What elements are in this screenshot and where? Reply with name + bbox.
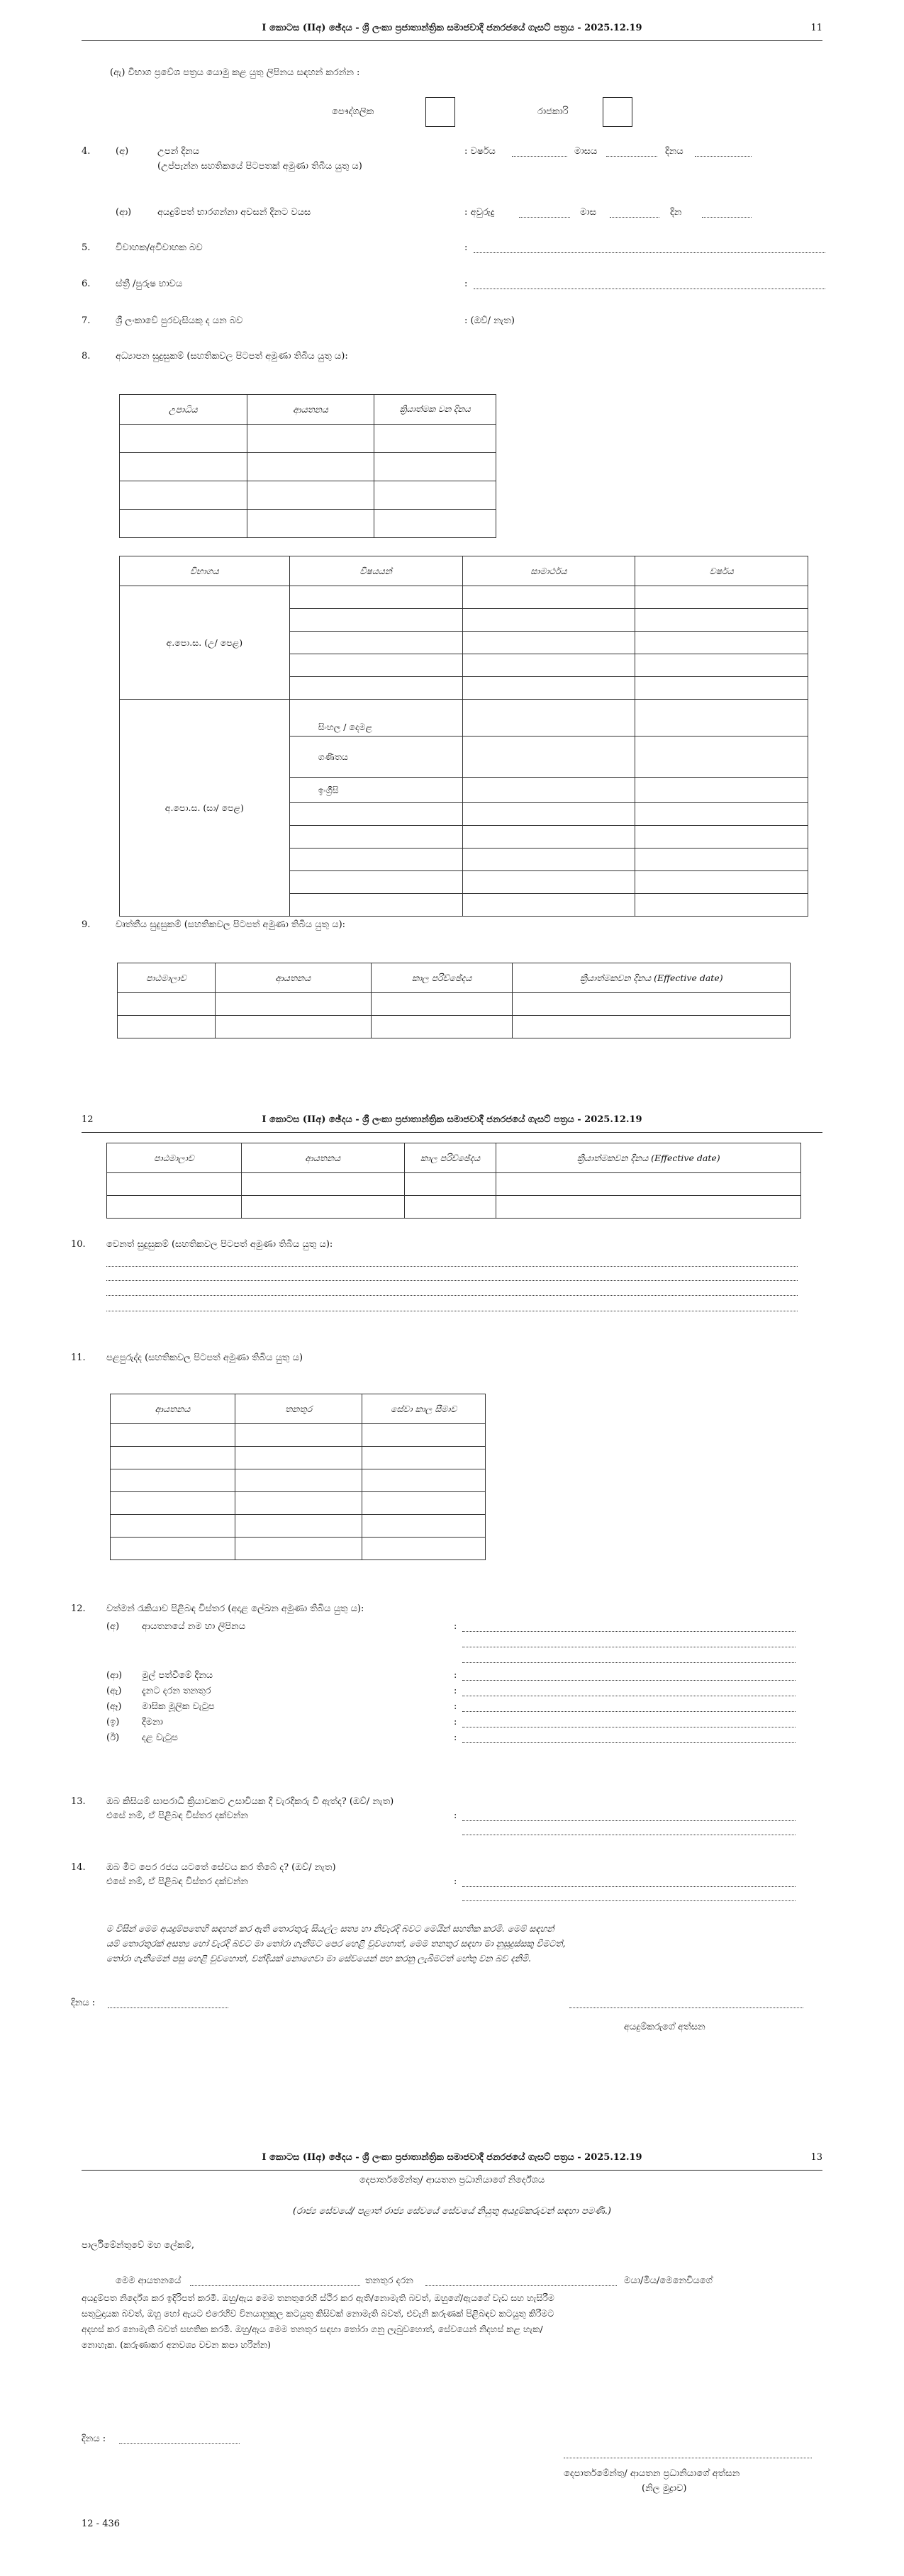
table-cell[interactable] — [462, 700, 635, 737]
q12a-field-3[interactable] — [462, 1662, 796, 1663]
table-cell[interactable] — [247, 453, 374, 481]
table-cell[interactable] — [462, 632, 635, 654]
table-cell[interactable] — [635, 778, 808, 803]
effective-date-col-header: ක්‍රියාත්මකවන දිනය (Effective date) — [496, 1143, 801, 1173]
subject-english: ඉංග්‍රීසි — [289, 778, 462, 803]
table-cell[interactable] — [635, 737, 808, 778]
page-header-title: I කොටස (IIඅ) ඡේදය - ශ්‍රී ලංකා ප්‍රජාතාන්ත්‍රික සමාජවාදී ජනරජයේ ගැසට් පත්‍රය - 2025.12.19 — [262, 23, 642, 33]
subjects-col-header: විෂයයන් — [289, 556, 462, 586]
table-cell[interactable] — [241, 1196, 404, 1219]
service-period-col-header: සේවා කාල සීමාව — [362, 1394, 486, 1424]
table-row — [120, 453, 496, 481]
q5-colon: : — [464, 242, 468, 253]
table-row — [111, 1447, 486, 1469]
declaration-line-1: ම විසින් මෙම අයදුම්පතෙහි සඳහන් කර ඇති තොරතුරු සියල්ල සත්‍ය හා නිවැරදි බවට මෙයින් සහතික කරමි. මෙම් සඳහන් — [106, 1923, 554, 1934]
effective-date-col-header: ක්‍රියාත්මකවන දිනය (Effective date) — [513, 963, 791, 993]
q4a-year-label: : වර්ෂය — [464, 146, 496, 157]
footer-code: 12 - 436 — [82, 2519, 121, 2529]
date-label: දිනය : — [71, 1998, 96, 2008]
table-row — [118, 1016, 791, 1038]
q14-details-label: එසේ නම්, ඒ පිළිබඳ විස්තර දක්වන්න — [106, 1876, 248, 1887]
q14-colon: : — [454, 1876, 457, 1887]
q13-field-1[interactable] — [462, 1820, 796, 1821]
q12f-field[interactable] — [462, 1742, 796, 1743]
table-cell[interactable] — [462, 778, 635, 803]
page-header — [82, 1111, 822, 1133]
table-cell[interactable] — [111, 1447, 235, 1469]
table-row — [111, 1515, 486, 1538]
degree-table — [119, 394, 496, 538]
q5-label: විවාහක/අවිවාහක බව — [116, 242, 203, 253]
table-cell[interactable] — [404, 1196, 496, 1219]
table-cell[interactable] — [462, 677, 635, 700]
q12-label: වත්මන් රැකියාව පිළිබඳ විස්තර (අදාළ ලේඛන අමුණා තිබිය යුතු ය): — [106, 1603, 364, 1614]
q7-label: ශ්‍රී ලංකාවේ පුරවැසියකු ද යන බව — [116, 315, 243, 326]
table-cell[interactable] — [462, 737, 635, 778]
head-signature-label: දෙපාර්තමේන්තු/ ආයතන ප්‍රධානියාගේ අත්සන — [564, 2468, 740, 2479]
gazette-page-13 — [0, 2119, 904, 2576]
q4b-label: අයදුම්පත් භාරගන්නා අවසන් දිනට වයස — [157, 207, 311, 218]
table-cell[interactable] — [374, 425, 496, 453]
table-cell[interactable] — [635, 871, 808, 894]
q10-number: 10. — [71, 1239, 86, 1250]
table-row — [120, 481, 496, 510]
q9-label: වෘත්තීය සුදුසුකම් (සහතිකවල පිටපත් අමුණා තිබිය යුතු ය): — [116, 919, 346, 930]
table-cell[interactable] — [235, 1538, 362, 1560]
al-exam-label: අ.පො.ස. (සා/ පෙළ) — [120, 700, 290, 917]
table-cell[interactable] — [362, 1447, 486, 1469]
table-row — [111, 1538, 486, 1560]
table-cell[interactable] — [635, 632, 808, 654]
table-cell[interactable] — [404, 1173, 496, 1196]
table-cell[interactable] — [462, 803, 635, 826]
degree-col-header: උපාධිය — [120, 395, 247, 425]
table-row — [111, 1424, 486, 1447]
table-cell[interactable] — [118, 1016, 216, 1038]
gazette-page-11-bottom — [0, 907, 904, 1042]
table-cell[interactable] — [289, 632, 462, 654]
recommendation-subheading: (රාජ්‍ය සේවයේ/ පළාත් රාජ්‍ය සේවයේ සේවයේ නියුතු අයදුම්කරුවන් සඳහා පමණි.) — [293, 2206, 611, 2217]
table-cell[interactable] — [635, 654, 808, 677]
course-col-header: පාඨමාලාව — [118, 963, 216, 993]
q3e-label: (ඇ) විභාග ප්‍රවේශ පත්‍රය යොමු කළ යුතු ලිපිනය සඳහන් කරන්න : — [110, 67, 360, 78]
period-col-header: කාල පරිච්ඡේදය — [404, 1143, 496, 1173]
table-cell[interactable] — [120, 453, 247, 481]
table-row — [107, 1173, 801, 1196]
date-field[interactable] — [108, 2007, 228, 2008]
pass-col-header: සාමාර්ථය — [462, 556, 635, 586]
q10-label: වෙනත් සුදුසුකම් (සහතිකවල පිටපත් අමුණා තිබිය යුතු ය): — [106, 1239, 333, 1250]
table-cell[interactable] — [247, 510, 374, 538]
institute-col-header: ආයතනය — [247, 395, 374, 425]
page-number: 12 — [82, 1114, 94, 1125]
q9-number: 9. — [82, 919, 91, 930]
body-intro-c: මයා/මිය/මෙනෙවියගේ — [624, 2275, 713, 2286]
officer-post-field[interactable] — [425, 2285, 617, 2286]
q4a-label: උපන් දිනය — [157, 146, 200, 157]
table-cell[interactable] — [241, 1173, 404, 1196]
table-row — [120, 700, 808, 737]
q4b-years-field[interactable] — [519, 217, 570, 218]
body-line-1: අයදුම්පත නිර්දේශ කර ඉදිරිපත් කරමි. ඔහු/ඇය මෙම තනතුරෙහි ස්ථිර කර ඇති/නොමැති බවත්, ඔහුගේ/ඇයගේ වැඩ සහ හැසිරීම — [82, 2292, 554, 2303]
table-cell[interactable] — [635, 677, 808, 700]
table-cell[interactable] — [235, 1447, 362, 1469]
q4b-days-field[interactable] — [702, 217, 752, 218]
applicant-signature-field[interactable] — [569, 2007, 803, 2008]
table-cell[interactable] — [374, 510, 496, 538]
q7-number: 7. — [82, 315, 91, 326]
q13-question: ඔබ කිසියම් සාපරාධී ක්‍රියාවකට උසාවියක දී වැරදිකරු වී ඇත්ද? (ඔව්/ නැත) — [106, 1796, 394, 1807]
table-cell[interactable] — [289, 849, 462, 871]
institute-col-header: ආයතනය — [111, 1394, 235, 1424]
table-cell[interactable] — [362, 1492, 486, 1515]
q4b-mark: (ආ) — [116, 207, 132, 218]
q14-question: ඔබ මීට පෙර රජය යටතේ සේවය කර තිබේ ද? (ඔව්/ නැත) — [106, 1862, 336, 1873]
q4a-month-field[interactable] — [606, 156, 657, 157]
q12b-colon: : — [454, 1670, 457, 1681]
q4a-month-label: මාසය — [574, 146, 598, 157]
q12c-mark: (ඇ) — [106, 1686, 122, 1696]
body-line-4: නොහැක. (කරුණාකර අනවශ්‍ය වචන කපා හරින්න) — [82, 2339, 271, 2350]
q14-number: 14. — [71, 1862, 86, 1873]
ol-exam-label: අ.පො.ස. (උ/ පෙළ) — [120, 586, 290, 700]
table-cell[interactable] — [513, 1016, 791, 1038]
table-cell[interactable] — [462, 849, 635, 871]
table-cell[interactable] — [289, 677, 462, 700]
table-cell[interactable] — [513, 993, 791, 1016]
q4-number: 4. — [82, 146, 91, 157]
institute-col-header: ආයතනය — [215, 963, 371, 993]
subject-maths: ගණිතය — [289, 737, 462, 778]
table-cell[interactable] — [374, 453, 496, 481]
table-cell[interactable] — [111, 1469, 235, 1492]
table-cell[interactable] — [289, 586, 462, 609]
q12d-colon: : — [454, 1701, 457, 1712]
q4a-note: (උප්පැන්න සහතිකයේ පිටපතක් අමුණා තිබිය යුතු ය) — [157, 161, 362, 172]
q11-label: පළපුරුද්ද (සහතිකවල පිටපත් අමුණා තිබිය යුතු ය) — [106, 1353, 303, 1363]
q10-line-3[interactable] — [106, 1295, 798, 1296]
q4a-mark: (අ) — [116, 146, 129, 157]
experience-table — [110, 1394, 486, 1560]
q4b-months-field[interactable] — [610, 217, 659, 218]
table-cell[interactable] — [118, 993, 216, 1016]
q6-colon: : — [464, 279, 468, 289]
table-cell[interactable] — [111, 1538, 235, 1560]
applicant-signature-label: අයදුම්කරුගේ අත්සන — [624, 2022, 705, 2032]
table-cell[interactable] — [362, 1515, 486, 1538]
table-cell[interactable] — [496, 1173, 801, 1196]
q8-label: අධ්‍යාපන සුදුසුකම් (සහතිකවල පිටපත් අමුණා තිබිය යුතු ය): — [116, 351, 348, 362]
q10-line-2[interactable] — [106, 1280, 798, 1281]
q12-number: 12. — [71, 1603, 86, 1614]
table-cell[interactable] — [462, 654, 635, 677]
q12c-colon: : — [454, 1686, 457, 1696]
q12f-colon: : — [454, 1732, 457, 1743]
page-header-title: I කොටස (IIඅ) ඡේදය - ශ්‍රී ලංකා ප්‍රජාතාන්ත්‍රික සමාජවාදී ජනරජයේ ගැසට් පත්‍රය - 2025.12.19 — [262, 1114, 642, 1125]
table-cell[interactable] — [289, 803, 462, 826]
table-cell[interactable] — [289, 609, 462, 632]
year-col-header: වර්ෂය — [635, 556, 808, 586]
body-intro-b: තනතුර දරන — [365, 2275, 413, 2286]
table-cell[interactable] — [635, 826, 808, 849]
page-number: 13 — [810, 2152, 822, 2163]
table-cell[interactable] — [120, 481, 247, 510]
q12e-label: දීමනා — [142, 1717, 163, 1727]
option-official-label: රාජකාරි — [537, 106, 569, 117]
q4a-day-label: දිනය — [665, 146, 683, 157]
table-cell[interactable] — [235, 1515, 362, 1538]
table-cell[interactable] — [362, 1469, 486, 1492]
table-cell[interactable] — [462, 826, 635, 849]
q7-value: : (ඔව්/ නැත) — [464, 315, 515, 326]
q4a-year-field[interactable] — [512, 156, 567, 157]
table-cell[interactable] — [289, 871, 462, 894]
table-cell[interactable] — [635, 803, 808, 826]
table-cell[interactable] — [235, 1469, 362, 1492]
recommendation-heading: දෙපාර්තමේන්තු/ ආයතන ප්‍රධානියාගේ නිර්දේශය — [359, 2175, 545, 2185]
table-cell[interactable] — [462, 609, 635, 632]
q12f-label: දළ වැටුප — [142, 1732, 178, 1743]
q13-colon: : — [454, 1810, 457, 1821]
private-checkbox[interactable] — [425, 97, 455, 127]
course-col-header: පාඨමාලාව — [107, 1143, 242, 1173]
body-intro-a: මෙම ආයතනයේ — [116, 2275, 182, 2286]
table-row — [118, 993, 791, 1016]
table-cell[interactable] — [235, 1492, 362, 1515]
professional-table-continued — [106, 1143, 801, 1219]
table-cell[interactable] — [247, 425, 374, 453]
table-cell[interactable] — [635, 849, 808, 871]
q12d-field[interactable] — [462, 1711, 796, 1712]
gazette-page-12 — [0, 1085, 904, 2119]
table-row — [120, 586, 808, 609]
post-col-header: තනතුර — [235, 1394, 362, 1424]
table-cell[interactable] — [120, 510, 247, 538]
table-cell[interactable] — [107, 1173, 242, 1196]
option-private-label: පෞද්ගලික — [332, 106, 374, 117]
effective-date-col-header: ක්‍රියාත්මක වන දිනය — [374, 395, 496, 425]
exam-table — [119, 556, 808, 917]
table-row — [120, 425, 496, 453]
q12a-label: ආයතනයේ නම හා ලිපිනය — [142, 1621, 246, 1632]
table-cell[interactable] — [371, 993, 513, 1016]
official-seal-label: (නිල මුද්‍රාව) — [642, 2483, 687, 2494]
exam-col-header: විභාගය — [120, 556, 290, 586]
q12d-label: මාසික මූලික වැටුප — [142, 1701, 215, 1712]
q12b-label: මුල් පත්වීමේ දිනය — [142, 1670, 213, 1681]
gazette-page-11 — [0, 0, 904, 813]
table-cell[interactable] — [111, 1424, 235, 1447]
page-header — [82, 2149, 822, 2171]
page-header-title: I කොටස (IIඅ) ඡේදය - ශ්‍රී ලංකා ප්‍රජාතාන්ත්‍රික සමාජවාදී ජනරජයේ ගැසට් පත්‍රය - 2025.12.19 — [262, 2152, 642, 2163]
table-cell[interactable] — [247, 481, 374, 510]
declaration-line-2: යම් තොරතුරක් අසත්‍ය හෝ වැරදි බවට මා තෝරා ගැනීමට පෙර හෙළි වුවහොත්, මෙම තනතුර සඳහා මා නුසුදුස්සකු වීමටත්, — [106, 1938, 566, 1949]
declaration-line-3: තෝරා ගැනීමෙන් පසු හෙළි වුවහොත්, වන්දියක් නොගෙවා මා සේවයෙන් පහ කරනු ලැබීමටත් හේතු වන බව දනිමි. — [106, 1953, 532, 1964]
table-cell[interactable] — [362, 1424, 486, 1447]
q6-label: ස්ත්‍රී /පුරුෂ භාවය — [116, 279, 183, 289]
table-cell[interactable] — [111, 1492, 235, 1515]
page-header — [82, 20, 822, 41]
q12b-mark: (ආ) — [106, 1670, 123, 1681]
table-cell[interactable] — [215, 1016, 371, 1038]
table-cell[interactable] — [635, 609, 808, 632]
table-cell[interactable] — [289, 654, 462, 677]
q10-line-1[interactable] — [106, 1266, 798, 1267]
table-cell[interactable] — [289, 826, 462, 849]
institute-col-header: ආයතනය — [241, 1143, 404, 1173]
q12c-label: දැනට දරන තනතුර — [142, 1686, 211, 1696]
table-cell[interactable] — [371, 1016, 513, 1038]
table-cell[interactable] — [362, 1538, 486, 1560]
table-cell[interactable] — [107, 1196, 242, 1219]
table-cell[interactable] — [462, 586, 635, 609]
q14-field-1[interactable] — [462, 1886, 796, 1887]
q11-number: 11. — [71, 1353, 86, 1363]
q12b-field[interactable] — [462, 1680, 796, 1681]
table-cell[interactable] — [215, 993, 371, 1016]
table-cell[interactable] — [635, 586, 808, 609]
q5-field[interactable] — [474, 252, 825, 253]
page-number: 11 — [810, 23, 822, 33]
q8-number: 8. — [82, 351, 91, 362]
table-cell[interactable] — [635, 700, 808, 737]
q13-details-label: එසේ නම්, ඒ පිළිබඳ විස්තර දක්වන්න — [106, 1810, 248, 1821]
q12a-colon: : — [454, 1621, 457, 1632]
body-line-3: අදහස් කර නොමැති බවත් සහතික කරමි. ඔහු/ඇය මෙම තනතුර සඳහා තෝරා ගනු ලැබුවහොත්, සේවයෙන් නිදහස් කළ හැක/ — [82, 2324, 543, 2334]
table-row — [107, 1196, 801, 1219]
professional-table — [117, 963, 791, 1038]
q12e-colon: : — [454, 1717, 457, 1727]
table-row — [111, 1469, 486, 1492]
q14-field-2[interactable] — [462, 1900, 796, 1901]
table-cell[interactable] — [235, 1424, 362, 1447]
period-col-header: කාල පරිච්ඡේදය — [371, 963, 513, 993]
table-row — [120, 510, 496, 538]
q5-number: 5. — [82, 242, 91, 253]
table-cell[interactable] — [496, 1196, 801, 1219]
q12d-mark: (ඈ) — [106, 1701, 122, 1712]
q13-number: 13. — [71, 1796, 86, 1807]
table-cell[interactable] — [462, 871, 635, 894]
q12a-field-1[interactable] — [462, 1631, 796, 1632]
q6-number: 6. — [82, 279, 91, 289]
date-field[interactable] — [119, 2443, 240, 2444]
table-cell[interactable] — [374, 481, 496, 510]
table-cell[interactable] — [120, 425, 247, 453]
table-cell[interactable] — [111, 1515, 235, 1538]
institution-field[interactable] — [190, 2285, 360, 2286]
q4b-days-label: දින — [670, 207, 682, 218]
body-line-2: සතුටුදායක බවත්, ඔහු හෝ ඇයට එරෙහිව විනයානුකූල කටයුතු කිසිවක් නොමැති බවත්, එවැනි කරුණක් පිළිබඳව කටයුතු කිරීමට — [82, 2308, 554, 2319]
table-row — [111, 1492, 486, 1515]
q12f-mark: (ඊ) — [106, 1732, 120, 1743]
subject-sinhala-tamil: සිංහල / දෙමළ — [289, 700, 462, 737]
q12a-mark: (අ) — [106, 1621, 120, 1632]
q12e-mark: (ඉ) — [106, 1717, 120, 1727]
q4b-months-label: මාස — [580, 207, 596, 218]
official-checkbox[interactable] — [603, 97, 632, 127]
date-label: දිනය : — [82, 2434, 106, 2444]
q4a-day-field[interactable] — [695, 156, 752, 157]
q4b-years-label: : අවුරුදු — [464, 207, 495, 218]
salutation: පාර්ලිමේන්තුවේ මහ ලේකම්, — [82, 2240, 195, 2251]
